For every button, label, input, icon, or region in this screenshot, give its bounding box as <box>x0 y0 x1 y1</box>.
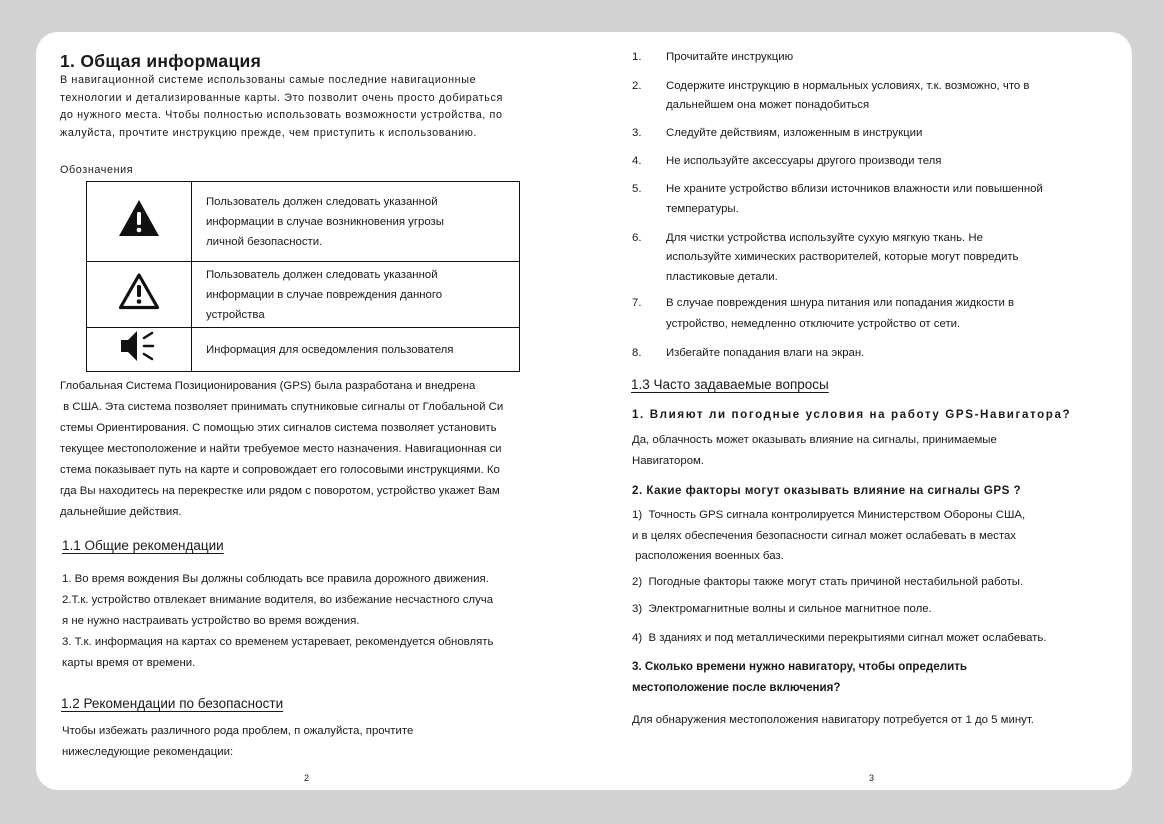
list-number: 2. <box>632 80 642 92</box>
faq-answer: Для обнаружения местоположения навигатору потребуется от 1 до 5 минут. <box>632 714 1034 726</box>
list-number: 4. <box>632 155 642 167</box>
list-item: В случае повреждения шнура питания или попадания жидкости в <box>666 297 1015 309</box>
recommendation-line: 1. Во время вождения Вы должны соблюдать все правила дорожного движения. <box>62 573 489 585</box>
warning-filled-icon <box>87 182 192 262</box>
faq-question: 1. Влияют ли погодные условия на работу GPS-Навигатора? <box>632 408 1072 421</box>
symbols-table <box>86 181 520 372</box>
gps-line: стемы Ориентирования. С помощью этих сигналов система позволяет установить <box>60 422 497 434</box>
list-item: Следуйте действиям, изложенным в инструкции <box>666 127 923 139</box>
gps-line: Глобальная Система Позиционирования (GPS) была разработана и внедрена <box>60 380 476 392</box>
faq-answer: 3) Электромагнитные волны и сильное магнитное поле. <box>632 603 932 615</box>
page-number: 2 <box>304 773 310 783</box>
page-title: 1. Общая информация <box>60 51 262 71</box>
symbol-row <box>87 182 520 262</box>
intro-line: жалуйста, прочтите инструкцию прежде, чем приступить к использованию. <box>60 127 478 139</box>
faq-answer: 1) Точность GPS сигнала контролируется Министерством Обороны США, <box>632 509 1026 521</box>
faq-question: 3. Сколько времени нужно навигатору, чтобы определить <box>632 660 968 673</box>
list-item: устройство, немедленно отключите устройство от сети. <box>666 318 961 330</box>
recommendation-line: 2.Т.к. устройство отвлекает внимание водителя, во избежание несчастного случа <box>62 594 494 606</box>
faq-question: местоположение после включения? <box>632 681 841 694</box>
list-number: 6. <box>632 232 642 244</box>
symbol-row <box>87 328 520 372</box>
intro-line: В навигационной системе использованы самые последние навигационные <box>60 74 477 86</box>
list-item: температуры. <box>666 203 739 215</box>
list-item: Содержите инструкцию в нормальных условиях, т.к. возможно, что в <box>666 80 1030 92</box>
list-item: Прочитайте инструкцию <box>666 51 794 63</box>
safety-intro-line: нижеследующие рекомендации: <box>62 746 234 758</box>
faq-answer: 2) Погодные факторы также могут стать причиной нестабильной работы. <box>632 576 1024 588</box>
symbol-description <box>192 262 520 328</box>
description-line: Пользователь должен следовать указанной <box>206 195 438 208</box>
description-line: информации в случае возникновения угрозы <box>206 215 444 228</box>
recommendation-line: я не нужно настраивать устройство во время вождения. <box>62 615 360 627</box>
description-line: Пользователь должен следовать указанной <box>206 268 438 281</box>
list-number: 3. <box>632 127 642 139</box>
gps-line: текущее местоположение и найти требуемое место назначения. Навигационная си <box>60 443 502 455</box>
faq-answer: 4) В зданиях и под металлическими перекрытиями сигнал может ослабевать. <box>632 632 1047 644</box>
list-item: дальнейшем она может понадобиться <box>666 99 870 111</box>
description-line: информации в случае повреждения данного <box>206 288 443 301</box>
intro-line: технологии и детализированные карты. Это позволит очень просто добираться <box>60 92 503 104</box>
legend-label: Обозначения <box>60 164 134 176</box>
safety-intro-line: Чтобы избежать различного рода проблем, п ожалуйста, прочтите <box>62 725 414 737</box>
page-number: 3 <box>869 773 875 783</box>
symbol-row <box>87 262 520 328</box>
list-item: Избегайте попадания влаги на экран. <box>666 347 865 359</box>
gps-line: дальнейшие действия. <box>60 506 182 518</box>
section-heading-faq: 1.3 Часто задаваемые вопросы <box>631 377 829 392</box>
faq-answer: Да, облачность может оказывать влияние на сигналы, принимаемые <box>632 434 997 446</box>
description-line: Информация для осведомления пользователя <box>206 343 454 356</box>
symbol-description <box>192 182 520 262</box>
gps-line: гда Вы находитесь на перекрестке или рядом с поворотом, устройство укажет Вам <box>60 485 500 497</box>
list-number: 8. <box>632 347 642 359</box>
faq-question: 2. Какие факторы могут оказывать влияние на сигналы GPS ? <box>632 484 1022 497</box>
list-item: Не используйте аксессуары другого производи теля <box>666 155 942 167</box>
list-number: 1. <box>632 51 642 63</box>
list-item: Не храните устройство вблизи источников влажности или повышенной <box>666 183 1043 195</box>
list-number: 7. <box>632 297 642 309</box>
gps-line: стема показывает путь на карте и сопровождает его голосовыми инструкциями. Ко <box>60 464 500 476</box>
description-line: личной безопасности. <box>206 235 323 248</box>
faq-answer: и в целях обеспечения безопасности сигнал может ослабевать в местах <box>632 530 1016 542</box>
intro-line: до нужного места. Чтобы полностью использовать возможности устройства, по <box>60 109 503 121</box>
speaker-icon <box>87 328 192 372</box>
description-line: устройства <box>206 308 265 321</box>
list-item: используйте химических растворителей, которые могут повредить <box>666 251 1019 263</box>
list-item: Для чистки устройства используйте сухую мягкую ткань. Не <box>666 232 983 244</box>
list-number: 5. <box>632 183 642 195</box>
recommendation-line: карты время от времени. <box>62 657 196 669</box>
warning-outline-icon <box>87 262 192 328</box>
section-heading-general: 1.1 Общие рекомендации <box>62 538 224 553</box>
recommendation-line: 3. Т.к. информация на картах со временем устаревает, рекомендуется обновлять <box>62 636 494 648</box>
list-item: пластиковые детали. <box>666 271 778 283</box>
faq-answer: Навигатором. <box>632 455 705 467</box>
gps-line: в США. Эта система позволяет принимать спутниковые сигналы от Глобальной Си <box>60 401 504 413</box>
faq-answer: расположения военных баз. <box>632 550 784 562</box>
section-heading-safety: 1.2 Рекомендации по безопасности <box>61 696 284 711</box>
symbol-description <box>192 328 520 372</box>
